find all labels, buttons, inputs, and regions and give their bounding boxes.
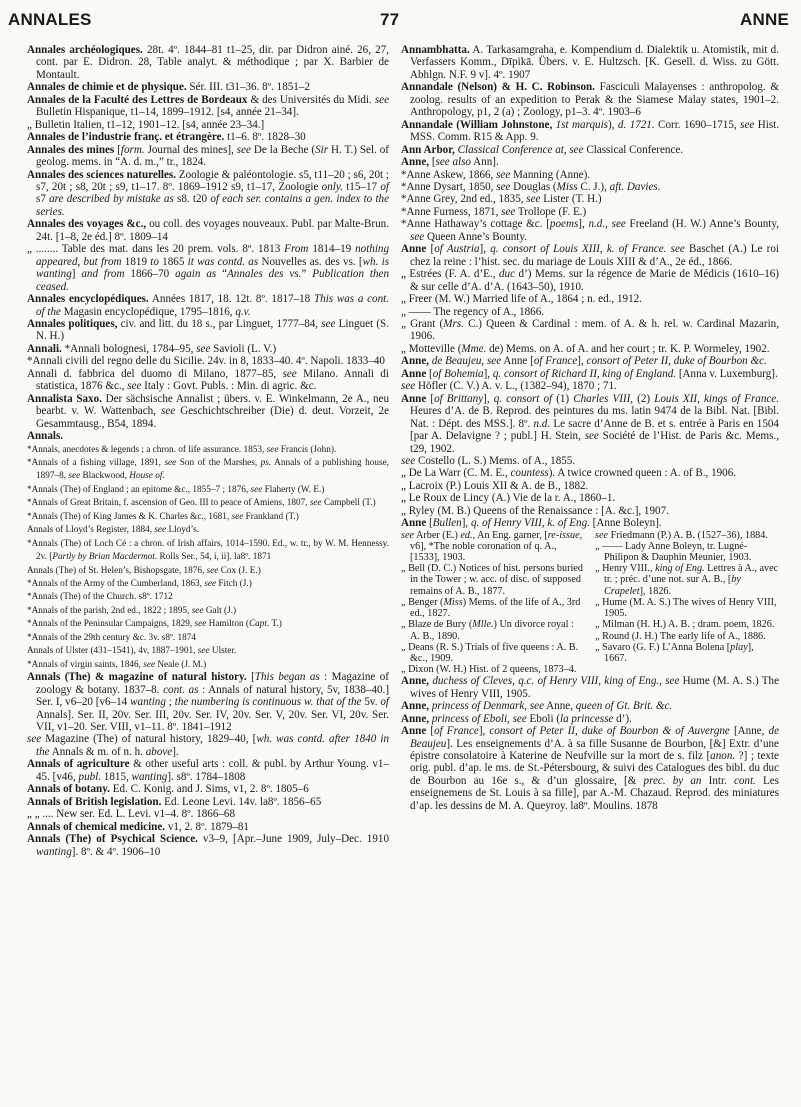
- entry: Anne [of Austria], q. consort of Louis XIII, k. of France. see Baschet (A.) Le roi chez la reine : l’hist. sec. du mariage de Louis XIII & d’A., 2e éd., 1866.: [401, 243, 780, 268]
- bullen-left: [401, 530, 585, 676]
- right-entries: [401, 44, 779, 530]
- entry: *Annals (The) of Loch Cé : a chron. of Irish affairs, 1014–1590. Ed., w. tr., by W. M. Hennessy. 2v. [Partly by Brian Macdermot. Rolls Ser., 54, i, ii]. la8º. 1871: [27, 538, 389, 563]
- entry: *Annals of the Army of the Cumberland, 1863, see Fitch (J.): [27, 579, 252, 590]
- bullen-subcolumns: [401, 530, 779, 676]
- left-column: [27, 44, 389, 858]
- entry: „ Hume (M. A. S.) The wives of Henry VIII, 1905.: [595, 596, 777, 620]
- entry: *Annals of virgin saints, 1846, see Neale (J. M.): [27, 659, 207, 670]
- entry: Annals of botany. Ed. C. Konig. and J. Sims, v1, 2. 8º. 1805–6: [27, 783, 309, 796]
- entry: see Arber (E.) ed., An Eng. garner, [re-issue, v6], *The noble coronation of q. A., [1533], 1903.: [401, 529, 583, 564]
- entry: „ ........ Table des mat. dans les 20 prem. vols. 8º. 1813 From 1814–19 nothing appeared, but from 1819 to 1865 it was contd. as Nouvelles as. des vs. [wh. is wanting] and from 1866–70 again as “Annales des vs.” Publication then ceased.: [27, 243, 390, 293]
- entry: Annali d. fabbrica del duomo di Milano, 1877–85, see Milano. Annali di statistica, 1876 &c., see Italy : Govt. Publs. : Min. di agric. &c.: [27, 367, 389, 393]
- entry: „ Dixon (W. H.) Hist. of 2 queens, 1873–4.: [401, 664, 577, 676]
- entry: Annandale (William Johnstone, 1st marquis), d. 1721. Corr. 1690–1715, see Hist. MSS. Comm. R15 & App. 9.: [401, 118, 779, 144]
- entry: Annali. *Annali bolognesi, 1784–95, see Savioli (L. V.): [27, 342, 277, 355]
- entry: *Annals of a fishing village, 1891, see Son of the Marshes, ps. Annals of a publishing house, 1897–8, see Blackwood, House of.: [27, 457, 389, 482]
- entry: *Annals, anecdotes & legends ; a chron. of life assurance. 1853, see Francis (John).: [27, 444, 337, 455]
- running-header: [0, 10, 801, 34]
- entry: Annales des mines [form. Journal des mines], see De la Beche (Sir H. T.) Sel. of geolog. mems. in “A. d. m.,” tr., 1824.: [27, 143, 389, 169]
- entry: Anne, princess of Eboli, see Eboli (la princesse d’).: [401, 712, 632, 725]
- entry: „ „ .... New ser. Ed. L. Levi. v1–4. 8º. 1866–68: [27, 808, 236, 821]
- entry: „ Blaze de Bury (Mlle.) Un divorce royal : A. B., 1890.: [401, 619, 574, 642]
- entry: Anne [of Brittany], q. consort of (1) Charles VIII, (2) Louis XII, kings of France. Heures d’A. de B. Reprod. des peintures du ms. latin 9474 de la Bibl. Nat. [Bibl. Nat. : Dépt. des MSS.]. 8º. n.d. Le sacre d’Anne de B. et s. entrée à Paris en 1504 [par A. Delavigne ? ; publ.] H. Stein, see Société de l’Hist. de Paris &c. Mems., t29, 1902.: [401, 392, 779, 455]
- entry: *Annals (The) of the Church. s8º. 1712: [27, 592, 173, 603]
- entry: *Annals of the Peninsular Campaigns, 1829, see Hamilton (Capt. T.): [27, 619, 282, 630]
- bullen-right: [595, 530, 779, 676]
- entry: *Annals of Great Britain, f. ascension of Geo. III to peace of Amiens, 1807, see Campbell (T.): [27, 498, 376, 509]
- entry: Anne, princess of Denmark, see Anne, queen of Gt. Brit. &c.: [401, 700, 673, 713]
- entry: Annales des sciences naturelles. Zoologie & paléontologie. s5, t11–20 ; s6, 20t ; s7, 20t ; s8, 20t ; s9, t1–17. 8º. 1869–1912 s9, t1–17, Zoologie only. t15–17 of s7 are described by mistake as s8. t20 of each ser. contains a gen. index to the series.: [27, 168, 390, 218]
- entry: „ Deans (R. S.) Trials of five queens : A. B. &c., 1909.: [401, 641, 579, 664]
- entry: „ —— The regency of A., 1866.: [401, 305, 545, 318]
- right-column: [401, 44, 779, 812]
- entry: Annals of British legislation. Ed. Leone Levi. 14v. la8º. 1856–65: [27, 795, 322, 808]
- header-left: ANNALES: [8, 10, 92, 29]
- entry: Annals of Lloyd’s Register, 1884, see Lloyd’s.: [27, 525, 200, 536]
- entry: „ Henry VIII., king of Eng. Lettres à A., avec tr. ; préc. d’une not. sur A. B., [by Crapelet], 1826.: [595, 563, 779, 597]
- entry: Annals of agriculture & other useful arts : coll. & publ. by Arthur Young. v1–45. [v46, publ. 1815, wanting]. s8º. 1784–1808: [27, 758, 389, 783]
- entry: „ Bell (D. C.) Notices of hist. persons buried in the Tower ; w. acc. of disc. of supposed remains of A. B., 1877.: [401, 563, 583, 597]
- entry: Annales de chimie et de physique. Sér. III. t31–36. 8º. 1851–2: [27, 81, 310, 94]
- entry: *Annals of the 29th century &c. 3v. s8º. 1874: [27, 632, 196, 643]
- entry: *Annals of the parish, 2nd ed., 1822 ; 1895, see Galt (J.): [27, 605, 237, 616]
- entry: Annals (The) of St. Helen’s, Bishopsgate, 1876, see Cox (J. E.): [27, 565, 261, 576]
- entry: „ Estrées (F. A. d’E., duc d’) Mems. sur la régence de Marie de Médicis (1610–16) & sur celle d’A. d’A. (1643–50), 1910.: [401, 268, 779, 293]
- entry: Annandale (Nelson) & H. C. Robinson. Fasciculi Malayenses : anthropolog. & zoolog. results of an expedition to Perak & the Siamese Malay states, 1901–2. Anthropology, p1, 2 (a) ; Zoology, p1–3. 4º. 1903–6: [401, 81, 779, 119]
- entry: Annales des voyages &c., ou coll. des voyages nouveaux. Publ. par Malte-Brun. 24t. [1–8, 2e éd.] 8º. 1809–14: [27, 218, 389, 243]
- entry: „ Lacroix (P.) Louis XII & A. de B., 1882.: [401, 479, 589, 492]
- entry: Annals (The) & magazine of natural history. [This began as : Magazine of zoology & botany. 1837–8. cont. as : Annals of natural history, 5v, 1838–40.] Ser. I, v6–20 [v6–14 wanting ; the numbering is continuous w. that of the 5v. of Annals]. Ser. II, 20v. Ser. III, 20v. Ser. IV, 20v. Ser. V, 20v. Ser. VI, 20v. Ser. VII, v1–20. Ser. VIII, v1–11. 8º. 1841–1912: [27, 671, 390, 734]
- entry: Anne, [see also Ann].: [401, 156, 499, 169]
- entry: Annales archéologiques. 28t. 4º. 1844–81 t1–25, dir. par Didron ainé. 26, 27, cont. par E. Didron. 28, Table analyt. & méthodique ; par X. Barbier de Montault.: [27, 44, 389, 81]
- entry: Anne [of Bohemia], q. consort of Richard II, king of England. [Anna v. Luxemburg].: [401, 367, 778, 380]
- entry: Annalista Saxo. Der sächsische Annalist ; übers. v. E. Winkelmann, 2e A., neu bearbt. v. W. Wattenbach, see Geschichtschreiber (Die) d. deut. Vorzeit, 2e Gesammtausg., B54, 1894.: [27, 392, 390, 430]
- entry: „ Savaro (G. F.) L’Anna Bolena [play], 1667.: [595, 641, 754, 664]
- entry: „ Le Roux de Lincy (A.) Vie de la r. A., 1860–1.: [401, 492, 616, 505]
- header-right: ANNE: [740, 10, 789, 29]
- entry: Ann Arbor, Classical Conference at, see Classical Conference.: [401, 143, 684, 156]
- entry: Annales de la Faculté des Lettres de Bordeaux & des Universités du Midi. see Bulletin Hispanique, t1–14, 1899–1912. [s4, année 21–34].: [27, 93, 389, 119]
- entry: „ Motteville (Mme. de) Mems. on A. of A. and her court ; tr. K. P. Wormeley, 1902.: [401, 342, 770, 355]
- entry: Annals of chemical medicine. v1, 2. 8º. 1879–81: [27, 820, 249, 833]
- entry: *Annali civili del regno delle du Sicilie. 24v. in 8, 1833–40. 4º. Napoli. 1833–40: [27, 355, 385, 368]
- entry: „ —— Lady Anne Boleyn, tr. Lugné-Philipon & Dauphin Meunier, 1903.: [595, 540, 752, 564]
- entry: see Costello (L. S.) Mems. of A., 1855.: [401, 454, 576, 467]
- entry: *Annals (The) of England ; an epitome &c., 1855–7 ; 1876, see Flaherty (W. E.): [27, 484, 325, 495]
- entry: Annals of Ulster (431–1541), 4v, 1887–1901, see Ulster.: [27, 646, 237, 657]
- entry: *Anne Furness, 1871, see Trollope (F. E.): [401, 205, 587, 218]
- page-number: 77: [380, 10, 400, 29]
- entry: „ Bulletin Italien, t1–12, 1901–12. [s4, année 23–34.]: [27, 118, 265, 131]
- entry: see Friedmann (P.) A. B. (1527–36), 1884.: [595, 529, 768, 541]
- entry: Anne, de Beaujeu, see Anne [of France], consort of Peter II, duke of Bourbon &c.: [401, 355, 767, 368]
- entry: „ Grant (Mrs. C.) Queen & Cardinal : mem. of A. & h. rel. w. Cardinal Mazarin, 1906.: [401, 317, 779, 343]
- entry: „ Round (J. H.) The early life of A., 1886.: [595, 630, 766, 642]
- entry: Anne, duchess of Cleves, q.c. of Henry VIII, king of Eng., see Hume (M. A. S.) The wives of Henry VIII, 1905.: [401, 675, 779, 700]
- entry: Annales encyclopédiques. Années 1817, 18. 12t. 8º. 1817–18 This was a cont. of the Magasin encyclopédique, 1795–1816, q.v.: [27, 293, 389, 318]
- entry: Annals.: [27, 430, 64, 443]
- entry: „ De La Warr (C. M. E., countess). A twice crowned queen : A. of B., 1906.: [401, 467, 737, 480]
- entry: „ Benger (Miss) Mems. of the life of A., 3rd ed., 1827.: [401, 596, 581, 620]
- entry: *Anne Askew, 1866, see Manning (Anne).: [401, 168, 591, 181]
- right-entries-end: [401, 675, 779, 812]
- entry: „ Milman (H. H.) A. B. ; dram. poem, 1826.: [595, 619, 775, 631]
- entry: *Anne Hathaway’s cottage &c. [poems], n.d., see Freeland (H. W.) Anne’s Bounty, see Queen Anne’s Bounty.: [401, 218, 779, 243]
- entry: Anne [of France], consort of Peter II, duke of Bourbon & of Auvergne [Anne, de Beaujeu]. Les enseignements d’A. à sa fille Susanne de Bourbon, [&] Extr. d’une épistre consolatoire à Katerine de Neufville sur la mort de s. filz [anon. ?] ; texte orig. publ. d’ap. le ms. de St.-Pétersbourg, & suivi des Catalogues des bibl. du duc de Bourbon au 16e s., & d’un glossaire, [& prec. by an Intr. cont. Les enseignemens de St. Louis à sa fille], par A.-M. Chazaud. Reprod. des miniatures d’ap. les dessins de M. A. Queyroy. la8º. Moulins. 1878: [401, 725, 780, 812]
- entry: see Höfler (C. V.) A. v. L., (1382–94), 1870 ; 71.: [401, 380, 617, 393]
- entry: Anne [Bullen], q. of Henry VIII, k. of Eng. [Anne Boleyn].: [401, 517, 662, 530]
- entry: Annales de l’industrie franç. et étrangère. t1–6. 8º. 1828–30: [27, 131, 306, 144]
- entry: „ Ryley (M. B.) Queens of the Renaissance : [A. &c.], 1907.: [401, 504, 669, 517]
- entry: *Annals (The) of King James & K. Charles &c., 1681, see Frankland (T.): [27, 511, 299, 522]
- entry: *Anne Grey, 2nd ed., 1835, see Lister (T. H.): [401, 193, 602, 206]
- entry: Annales politiques, civ. and litt. du 18 s., par Linguet, 1777–84, see Linguet (S. N. H.): [27, 317, 389, 343]
- entry: *Anne Dysart, 1850, see Douglas (Miss C. J.), aft. Davies.: [401, 180, 661, 193]
- entry: Annals (The) of Psychical Science. v3–9, [Apr.–June 1909, July–Dec. 1910 wanting]. 8º. & 4º. 1906–10: [27, 833, 389, 858]
- entry: see Magazine (The) of natural history, 1829–40, [wh. was contd. after 1840 in the Annals & m. of n. h. above].: [27, 733, 389, 758]
- entry: Annambhatta. A. Tarkasamgraha, e. Kompendium d. Dialektik u. Atomistik, mit d. Verfassers Komm., Dīpikā. Übers. v. E. Hultzsch. [K. Gesell. d. Wiss. zu Gött. Abhlgn. N.F. 9 v]. 4º. 1907: [401, 44, 779, 81]
- entry: „ Freer (M. W.) Married life of A., 1864 ; n. ed., 1912.: [401, 293, 642, 306]
